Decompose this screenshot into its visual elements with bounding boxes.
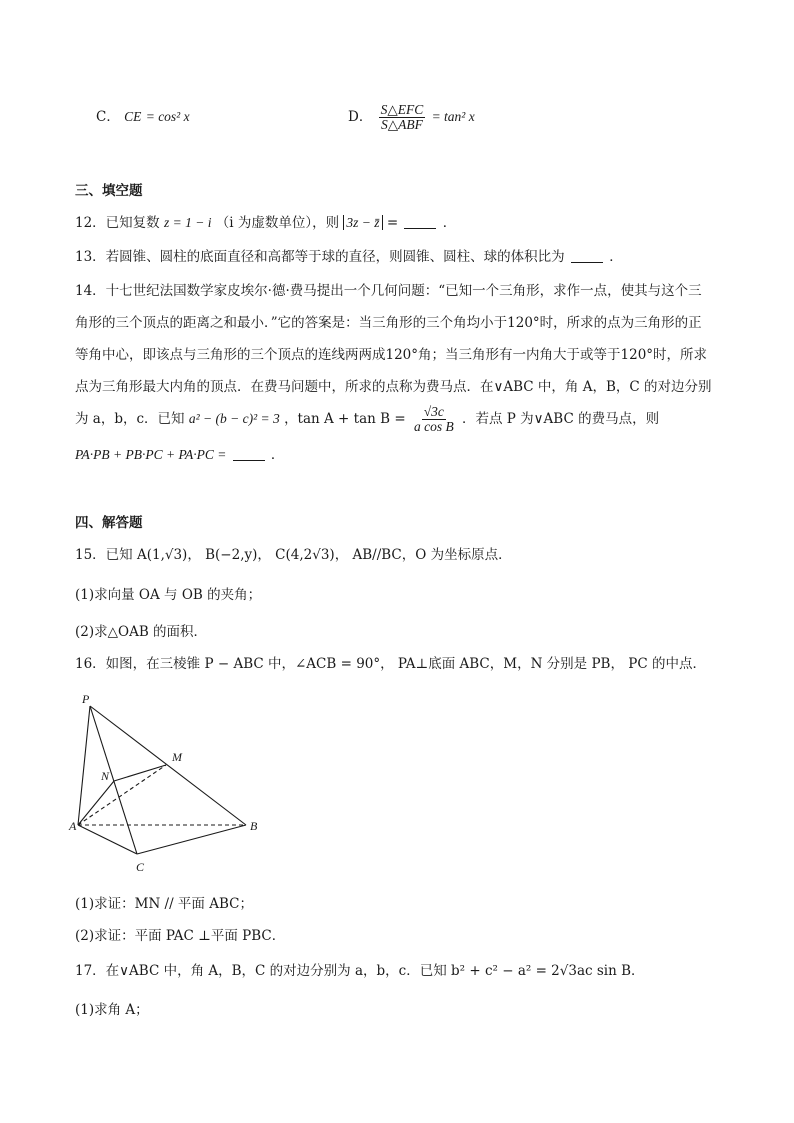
label-c: C [136,860,145,874]
q14-line-5 [75,402,659,436]
q14-line-4: 点为三角形最大内角的顶点．在费马问题中，所求的点称为费马点．在∨ABC 中，角 A，B，C 的对边分别 [75,379,712,395]
q12-end: ． [442,215,457,231]
q12-answer-blank[interactable] [404,214,436,229]
q14-l5-denominator: a cos B [413,419,454,434]
label-m: M [172,750,182,764]
q12-post: = [386,215,399,231]
q12-abs: 3z − z̄ [343,215,382,230]
label-b: B [250,819,258,833]
option-d-label: D． [348,109,373,125]
q12-pre: 12．已知复数 [75,215,160,231]
q14-line-1: 14．十七世纪法国数学家皮埃尔·德·费马提出一个几何问题：“已知一个三角形，求作一点，使其与这个三 [75,283,702,299]
label-n: N [101,769,110,783]
edge-pb [90,706,246,825]
label-p: P [82,692,90,706]
q14-l6-end: ． [270,447,285,463]
q17-stem: 17．在∨ABC 中，角 A，B，C 的对边分别为 a，b，c．已知 b² + c² − a² = 2√3ac sin B． [75,963,645,979]
q14-l5-pre: 为 a，b，c．已知 [75,411,185,427]
section-4-heading: 四、解答题 [75,515,143,531]
edge-cb [137,825,246,854]
option-d-denominator: S△ABF [381,117,423,132]
q15-part-2: (2)求△OAB 的面积． [75,624,208,640]
q12-eq: z = 1 − i [163,215,212,230]
option-c [96,107,190,127]
question-12 [75,213,456,233]
pyramid-figure [69,688,272,888]
option-c-rhs: = cos² x [145,109,190,124]
q14-l5-post: ．若点 P 为∨ABC 的费马点，则 [462,411,660,427]
q14-line-3: 等角中心，即该点与三角形的三个顶点的连线两两成120°角；当三角形有一内角大于或等于120°时，所求 [75,347,708,363]
edge-pa [78,706,90,825]
q16-part-1: (1)求证：MN // 平面 ABC； [75,896,253,912]
option-c-lhs: CE [124,109,142,124]
edge-pc [90,706,137,854]
option-d [348,100,475,134]
q14-l5-tan: ，tan A + tan B = [284,411,406,427]
q13-answer-blank[interactable] [571,248,603,263]
q12-mid: （i 为虚数单位），则 [215,215,340,231]
q17-part-1: (1)求角 A； [75,1002,149,1018]
option-c-label: C． [96,109,120,125]
q14-l5-eq: a² − (b − c)² = 3 [188,411,280,426]
q14-line-6 [75,445,284,465]
option-d-numerator: S△EFC [380,102,424,117]
q14-l5-numerator: √3c [423,404,444,419]
q13-end: ． [609,249,623,265]
q13-text: 13．若圆锥、圆柱的底面直径和高都等于球的直径，则圆锥、圆柱、球的体积比为 [75,249,565,265]
q16-stem: 16．如图，在三棱锥 P − ABC 中，∠ACB = 90°， PA⊥底面 ABC，M，N 分别是 PB， PC 的中点． [75,656,706,672]
q15-stem: 15．已知 A(1,√3)， B(−2,y)， C(4,2√3)， AB//BC，O 为坐标原点． [75,547,512,563]
edge-ac [78,825,137,854]
label-a: A [69,819,77,833]
segment-mn [114,765,166,781]
q14-answer-blank[interactable] [233,446,265,461]
q14-line-2: 角形的三个顶点的距离之和最小．”它的答案是：当三角形的三个角均小于120°时，所求的点为三角形的正 [75,315,702,331]
segment-am [78,765,166,825]
q16-part-2: (2)求证：平面 PAC ⊥平面 PBC． [75,928,286,944]
q15-part-1: (1)求向量 OA 与 OB 的夹角； [75,587,262,603]
section-3-heading: 三、填空题 [75,183,143,199]
q14-l6-expr: PA·PB + PB·PC + PA·PC = [75,447,227,462]
q14-l5-fraction [412,405,456,434]
option-d-fraction [379,103,426,132]
option-d-rhs: = tan² x [431,109,475,124]
question-13 [75,247,623,267]
segment-an [78,781,114,825]
